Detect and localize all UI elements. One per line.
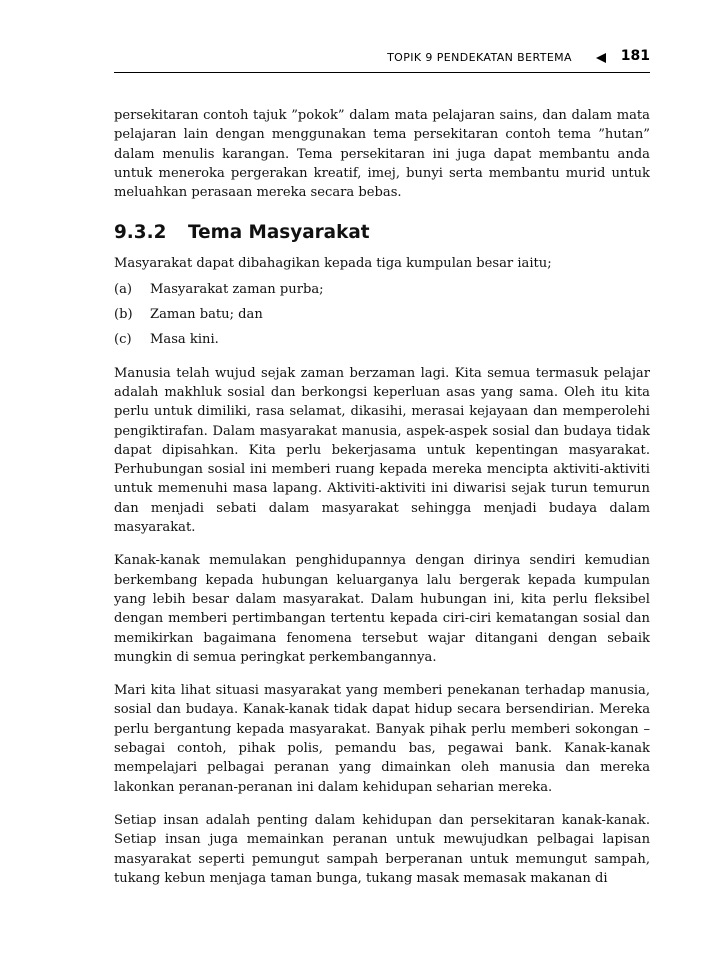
list-item	[114, 330, 650, 349]
left-triangle-icon	[596, 53, 606, 63]
body-paragraph: Kanak-kanak memulakan penghidupannya dengan dirinya sendiri kemudian berkembang kepada hubungan keluarganya lalu bergerak kepada kumpulan yang lebih besar dalam masyarakat. Dalam hubungan ini, kita perlu fleksibel dengan memberi pertimbangan tertentu kepada ciri-ciri kematangan sosial dan memikirkan bagaimana fenomena tersebut wajar ditangani dengan sebaik mungkin di semua peringkat perkembangannya.	[114, 553, 650, 665]
group-list	[114, 280, 650, 350]
section-title: Tema Masyarakat	[188, 222, 370, 244]
page-body	[114, 106, 650, 888]
body-paragraph: Manusia telah wujud sejak zaman berzaman lagi. Kita semua termasuk pelajar adalah makhluk sosial dan berkongsi keperluan asas yang sama. Oleh itu kita perlu untuk dimiliki, rasa selamat, dikasihi, merasai kejayaan dan memperolehi pengiktirafan. Dalam masyarakat manusia, aspek-aspek sosial dan budaya tidak dapat dipisahkan. Kita perlu bekerjasama untuk kepentingan masyarakat. Perhubungan sosial ini memberi ruang kepada mereka mencipta aktiviti-aktiviti untuk memenuhi masa lapang. Aktiviti-aktiviti ini diwarisi sejak turun temurun dan menjadi sebati dalam masyarakat sehingga menjadi budaya dalam masyarakat.	[114, 365, 650, 536]
list-item-text: Zaman batu; dan	[150, 307, 263, 323]
list-item-text: Masyarakat zaman purba;	[150, 281, 324, 297]
list-marker: (b)	[114, 307, 133, 323]
section-number: 9.3.2	[114, 222, 167, 244]
body-paragraph: Setiap insan adalah penting dalam kehidupan dan persekitaran kanak-kanak. Setiap insan juga memainkan peranan untuk mewujudkan pelbagai lapisan masyarakat seperti pemungut sampah berperanan untuk memungut sampah, tukang kebun menjaga taman bunga, tukang masak memasak makanan di	[114, 812, 650, 886]
body-paragraph: Mari kita lihat situasi masyarakat yang memberi penekanan terhadap manusia, sosial dan budaya. Kanak-kanak tidak dapat hidup secara bersendirian. Mereka perlu bergantung kepada masyarakat. Banyak pihak perlu memberi sokongan – sebagai contoh, pihak polis, pemandu bas, pegawai bank. Kanak-kanak mempelajari pelbagai peranan yang dimainkan oleh manusia dan mereka lakonkan peranan-peranan ini dalam kehidupan seharian mereka.	[114, 683, 650, 795]
section-heading	[114, 220, 650, 246]
list-intro: Masyarakat dapat dibahagikan kepada tiga kumpulan besar iaitu;	[114, 256, 552, 272]
page-number: 181	[620, 48, 650, 64]
list-item	[114, 305, 650, 324]
intro-paragraph: persekitaran contoh tajuk ”pokok” dalam mata pelajaran sains, dan dalam mata pelajaran lain dengan menggunakan tema persekitaran contoh tema ”hutan” dalam menulis karangan. Tema persekitaran ini juga dapat membantu anda untuk meneroka pergerakan kreatif, imej, bunyi serta membantu murid untuk meluahkan perasaan mereka secara bebas.	[114, 108, 650, 201]
list-item	[114, 280, 650, 299]
running-head-title: TOPIK 9 PENDEKATAN BERTEMA	[387, 51, 572, 64]
running-head	[114, 44, 650, 73]
list-marker: (a)	[114, 281, 133, 297]
list-item-text: Masa kini.	[150, 332, 219, 348]
list-marker: (c)	[114, 332, 132, 348]
